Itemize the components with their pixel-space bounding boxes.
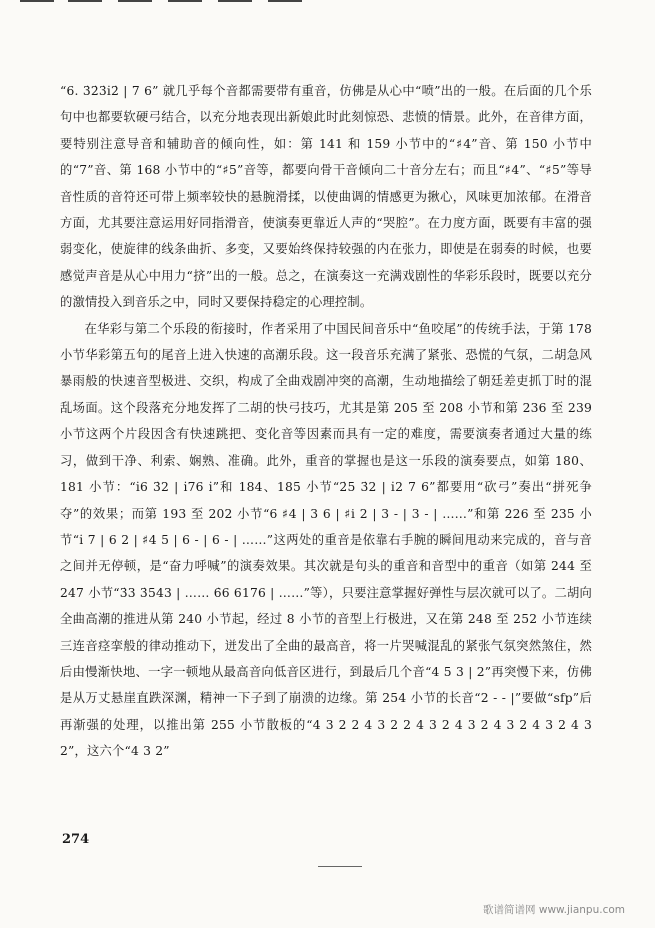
paragraph-1: “6. 3̇2̇3̇i̇2̇ | 7 6” 就几乎每个音都需要带有重音，仿佛是从心中“喷”出的一般。在后面的几个乐句中也都要软硬弓结合，以充分地表现出新娘此时此刻惊恐、悲愤的情景。此外，在音律方面，要特别注意导音和辅助音的倾向性，如：第 141 和 159 小节中的“♯4”音、第 150 小节中的“7”音、第 168 小节中的“♯5”音等，都要向骨干音倾向二十音分左右；而且“♯4”、“♯5”等导音性质的音符还可带上频率较快的悬腕滑揉，以使曲调的情感更为揪心，风味更加浓郁。在滑音方面，尤其要注意运用好同指滑音，使演奏更靠近人声的“哭腔”。在力度方面，既要有丰富的强弱变化，使旋律的线条曲折、多变，又要始终保持较强的内在张力，即使是在弱奏的时候，也要感觉声音是从心中用力“挤”出的一般。总之，在演奏这一充满戏剧性的华彩乐段时，既要以充分的激情投入到音乐之中，同时又要保持稳定的心理控制。 bbox=[60, 84, 592, 310]
watermark-text: 歌谱简谱网 www.jianpu.com bbox=[483, 904, 625, 916]
page-number: 274 bbox=[62, 832, 90, 847]
top-edge-marks bbox=[0, 0, 655, 6]
body-text bbox=[60, 78, 592, 765]
paragraph-2: 在华彩与第二个乐段的衔接时，作者采用了中国民间音乐中“鱼咬尾”的传统手法，于第 178 小节华彩第五句的尾音上进入快速的高潮乐段。这一段音乐充满了紧张、恐慌的气氛，二胡急风暴雨般的快速音型极进、交织，构成了全曲戏剧冲突的高潮，生动地描绘了朝廷差吏抓丁时的混乱场面。这个段落充分地发挥了二胡的快弓技巧，尤其是第 205 至 208 小节和第 236 至 239 小节这两个片段因含有快速跳把、变化音等因素而具有一定的难度，需要演奏者通过大量的练习，做到干净、利索、娴熟、准确。此外，重音的掌握也是这一乐段的演奏要点，如第 180、181 小节：“i̇6 3̇2 | i̇76 i̇”和 184、185 小节“2̇5 3̇2 | i̇2 7 6”都要用“砍弓”奏出“拼死争夺”的效果；而第 193 至 202 小节“6 ♯4 | 3 6 | ♯i 2 | 3 - | 3 - | ……”和第 226 至 235 小节“i̇ 7 | 6 2 | ♯4 5 | 6 - | 6 - | ……”这两处的重音是依靠右手腕的瞬间甩动来完成的，音与音之间并无停顿，是“奋力呼喊”的演奏效果。其次就是句头的重音和音型中的重音（如第 244 至 247 小节“3̇3 3̇543 | …… 6̇6 6176 | ……”等），只要注意掌握好弹性与层次就可以了。二胡向全曲高潮的推进从第 240 小节起，经过 8 小节的音型上行极进，又在第 248 至 252 小节连续三连音痉挛般的律动推动下，迸发出了全曲的最高音，将一片哭喊混乱的紧张气氛突然煞住，然后由慢渐快地、一字一顿地从最高音向低音区进行，到最后几个音“4 5 3 | 2”再突慢下来，仿佛是从万丈悬崖直跌深渊，精神一下子到了崩溃的边缘。第 254 小节的长音“2 - - |”要做“sfp”后再渐强的处理，以推出第 255 小节散板的“4 3 2 2 4 3 2 2 4 3 2 4 3 2 4 3 2 4 3 2 4 3 2”，这六个“4 3 2” bbox=[60, 321, 592, 759]
bottom-rule bbox=[318, 866, 362, 867]
